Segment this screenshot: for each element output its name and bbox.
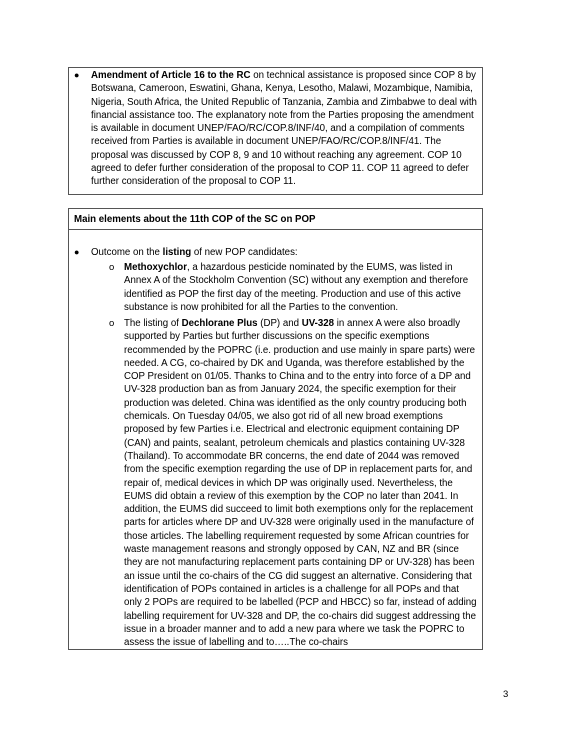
section-heading: Main elements about the 11th COP of the SC on POP	[74, 214, 316, 225]
methoxychlor-text: , a hazardous pesticide nominated by the EUMS, was listed in Annex A of the Stockholm Convention (SC) without any exemption and therefore identified as POP the first day of the meeting. Production and use of this active substance is now prohibited for all the Parties to the convention.	[124, 262, 469, 313]
dechlorane-mid: (DP) and	[257, 318, 302, 329]
circle-bullet-icon: o	[109, 262, 115, 273]
circle-bullet-icon: o	[109, 318, 115, 329]
amendment-paragraph	[91, 69, 478, 189]
section-body-box	[68, 229, 483, 650]
dechlorane-bold: Dechlorane Plus	[181, 318, 258, 329]
dechlorane-prefix: The listing of	[124, 318, 182, 329]
outcome-suffix: of new POP candidates:	[191, 247, 298, 258]
dechlorane-text: in annex A were also broadly supported by Parties but further discussions on the specific exemptions recommended by the POPRC (i.e. production and use mainly in spare parts) were needed. A CG, co-chaired by DK and Uganda, was therefore established by the COP President on 01/05. Thanks to China and to the entry into force of a DP and UV-328 production ban as from January 2024, the specific exemption for their production was deleted. China was identified as the only country producing both chemicals. On Tuesday 04/05, we also got rid of all new broad exemptions proposed by few Parties i.e. Electrical and electronic equipment containing DP (CAN) and paints, sealant, petroleum chemicals and plastics containing UV-328 (Thailand). To accommodate BR concerns, the end date of 2044 was removed from the specific exemption regarding the use of DP in replacement parts for, and repair of, medical devices in which DP was originally used. Nevertheless, the EUMS did obtain a review of this exemption by the COP no later than 2041. In addition, the EUMS did succeed to limit both exemptions only for the replacement parts for articles where DP and UV-328 were originally used in the manufacture of those articles. The labelling requirement requested by some African countries for waste management reasons and strongly opposed by CAN, NZ and BR (since they are not manufacturing replacement parts containing DP or UV-328) has been an issue until the co-chairs of the CG did suggest an alternative. Considering that identification of POPs contained in articles is a challenge for all POPs and that only 2 POPs are required to be labelled (PCP and HBCC) so far, instead of adding labelling requirement for UV-328 and DP, the co-chairs did suggest addressing the issue in a broader manner and to add a new para where we task the POPRC to assess the issue of labelling and to…..The co-chairs	[124, 318, 477, 649]
amendment-title: Amendment of Article 16 to the RC	[91, 70, 251, 81]
dechlorane-paragraph	[124, 317, 478, 649]
outcome-bold: listing	[162, 247, 192, 258]
methoxychlor-bold: Methoxychlor	[124, 262, 187, 273]
uv328-bold: UV-328	[301, 318, 335, 329]
outcome-line	[91, 246, 478, 259]
bullet-icon: ●	[74, 247, 80, 257]
outcome-prefix: Outcome on the	[91, 247, 163, 258]
section-heading-box	[68, 208, 483, 230]
page-number: 3	[503, 689, 509, 700]
amendment-text: on technical assistance is proposed since COP 8 by Botswana, Cameroon, Eswatini, Ghana, Kenya, Lesotho, Malawi, Mozambique, Namibia, Nigeria, South Africa, the United Republic of Tanzania, Zambia and Zimbabwe to deal with financial assistance too. The explanatory note from the Parties proposing the amendment is available in document UNEP/FAO/RC/COP.8/INF/40, and a compilation of comments received from Parties is available in document UNEP/FAO/RC/COP.8/INF/41. The proposal was discussed by COP 8, 9 and 10 without reaching any agreement. COP 10 agreed to defer further consideration of the proposal to COP 11. COP 11 agreed to defer further consideration of the proposal to COP 11.	[91, 70, 477, 188]
bullet-icon: ●	[74, 70, 80, 80]
methoxychlor-paragraph	[124, 261, 478, 314]
amendment-box	[68, 67, 483, 195]
